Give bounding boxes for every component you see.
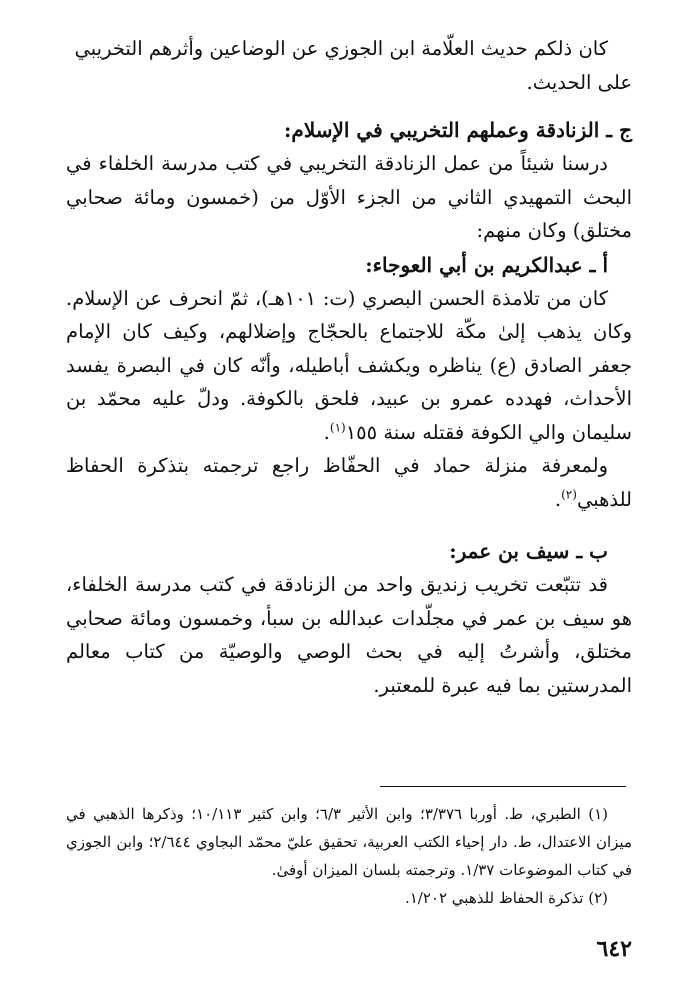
intro-line-1: كان ذلكم حديث العلّامة ابن الجوزي عن الوضاعين وأثرهم التخريبي <box>74 37 608 60</box>
footnote-ref-1: (١) <box>329 420 346 434</box>
footnote-1: (١) الطبري، ط. أوربا ٣/٣٧٦؛ وابن الأثير ٦/٣؛ وابن كثير ١٠/١١٣؛ وذكرها الذهبي في ميزان الاعتدال، ط. دار إحياء الكتب العربية، تحقيق عليّ محمّد البجاوي ٢/٦٤٤؛ وابن الجوزي في كتاب الموضوعات ١/٣٧. وترجمته بلسان الميزان أوفىٰ. <box>66 805 632 879</box>
section-paragraph: درسنا شيئاً من عمل الزنادقة التخريبي في كتب مدرسة الخلفاء في البحث التمهيدي الثاني من الجزء الأوّل من (خمسون ومائة صحابي مختلق) وكان منهم: <box>66 152 632 242</box>
subsection-b-heading: ب ـ سيف بن عمر: <box>449 539 608 563</box>
hammad-end: . <box>554 487 562 511</box>
subsection-a-paragraph <box>66 282 632 450</box>
hammad-paragraph <box>66 449 632 516</box>
page-body <box>66 32 632 702</box>
intro-paragraph <box>66 32 632 99</box>
subsection-a-end: . <box>323 420 330 444</box>
page-number: ٦٤٢ <box>596 936 632 962</box>
footnotes <box>66 800 632 912</box>
subsection-a-text: كان من تلامذة الحسن البصري (ت: ١٠١هـ)، ثمّ انحرف عن الإسلام. وكان يذهب إلىٰ مكّة للاجتماع بالحجّاج وإضلالهم، وكيف كان الإمام جعفر الصادق (ع) يناظره ويكشف أباطيله، وأنّه كان في البصرة يفسد الأحداث، فهدده عمرو بن عبيد، فلحق بالكوفة. ودلّ عليه محمّد بن سليمان والي الكوفة فقتله سنة ١٥٥ <box>66 286 632 444</box>
subsection-b-paragraph: قد تتبّعت تخريب زنديق واحد من الزنادقة في كتب مدرسة الخلفاء، هو سيف بن عمر في مجلّدات عبدالله بن سبأ، وخمسون ومائة صحابي مختلق، وأشرتُ إليه في بحث الوصي والوصيّة من كتاب معالم المدرستين بما فيه عبرة للمعتبر. <box>66 573 632 697</box>
section-heading: ج ـ الزنادقة وعملهم التخريبي في الإسلام: <box>284 118 632 142</box>
footnote-separator <box>380 786 626 787</box>
subsection-a-heading: أ ـ عبدالكريم بن أبي العوجاء: <box>365 252 608 277</box>
hammad-text: ولمعرفة منزلة حماد في الحفّاظ راجع ترجمته بتذكرة الحفاظ للذهبي <box>66 454 632 511</box>
intro-line-2: على الحديث. <box>526 70 632 94</box>
footnote-ref-2: (٢) <box>561 487 577 501</box>
footnote-2: (٢) تذكرة الحفاظ للذهبي ١/٢٠٢. <box>404 889 608 907</box>
